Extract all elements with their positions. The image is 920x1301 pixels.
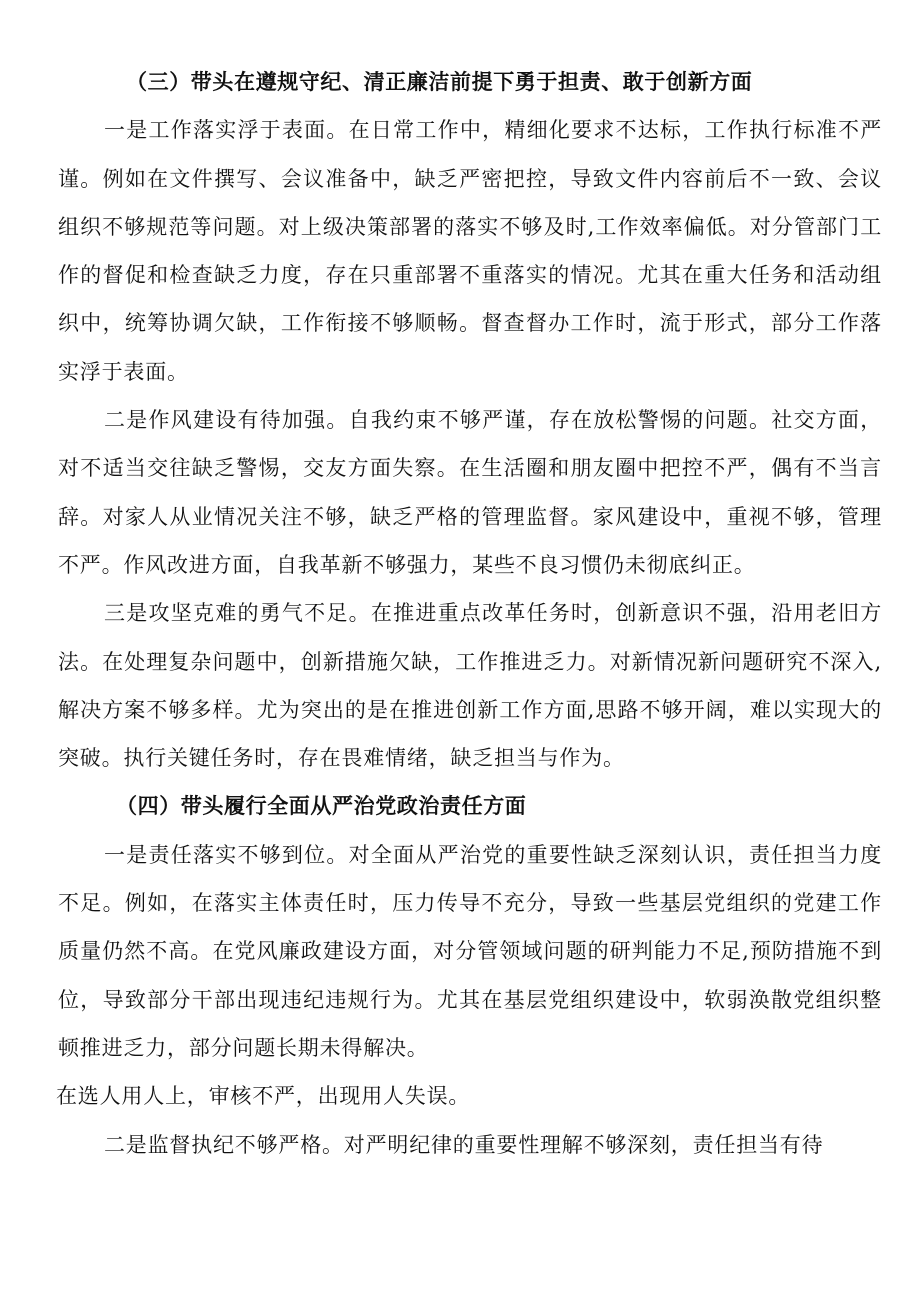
paragraph-supervision: 二是监督执纪不够严格。对严明纪律的重要性理解不够深刻，责任担当有待 <box>104 1132 824 1157</box>
paragraph-work-implementation: 一是工作落实浮于表面。在日常工作中，精细化要求不达标，工作执行标准不严谨。例如在文件撰写、会议准备中，缺乏严密把控，导致文件内容前后不一致、会议组织不够规范等问题。对上级决策部署的落实不够及时,工作效率偏低。对分管部门工作的督促和检查缺乏力度，存在只重部署不重落实的情况。尤其在重大任务和活动组织中，统筹协调欠缺，工作衔接不够顺畅。督查督办工作时，流于形式，部分工作落实浮于表面。 <box>58 118 882 384</box>
section-heading-3: （三）带头在遵规守纪、清正廉洁前提下勇于担责、敢于创新方面 <box>126 70 753 94</box>
paragraph-work-style: 二是作风建设有待加强。自我约束不够严谨，存在放松警惕的问题。社交方面，对不适当交往缺乏警惕，交友方面失察。在生活圈和朋友圈中把控不严，偶有不当言辞。对家人从业情况关注不够，缺乏严格的管理监督。家风建设中，重视不够，管理不严。作风改进方面，自我革新不够强力，某些不良习惯仍未彻底纠正。 <box>58 408 882 577</box>
section-heading-4: （四）带头履行全面从严治党政治责任方面 <box>116 794 527 819</box>
paragraph-tackling-difficulties: 三是攻坚克难的勇气不足。在推进重点改革任务时，创新意识不强，沿用老旧方法。在处理复杂问题中，创新措施欠缺，工作推进乏力。对新情况新问题研究不深入,解决方案不够多样。尤为突出的是在推进创新工作方面,思路不够开阔，难以实现大的突破。执行关键任务时，存在畏难情绪，缺乏担当与作为。 <box>58 601 882 771</box>
paragraph-responsibility: 一是责任落实不够到位。对全面从严治党的重要性缺乏深刻认识，责任担当力度不足。例如，在落实主体责任时，压力传导不充分，导致一些基层党组织的党建工作质量仍然不高。在党风廉政建设方面，对分管领域问题的研判能力不足,预防措施不到位，导致部分干部出现违纪违规行为。尤其在基层党组织建设中，软弱涣散党组织整顿推进乏力，部分问题长期未得解决。 <box>58 842 882 1060</box>
paragraph-personnel-selection: 在选人用人上，审核不严，出现用人失误。 <box>56 1084 471 1109</box>
